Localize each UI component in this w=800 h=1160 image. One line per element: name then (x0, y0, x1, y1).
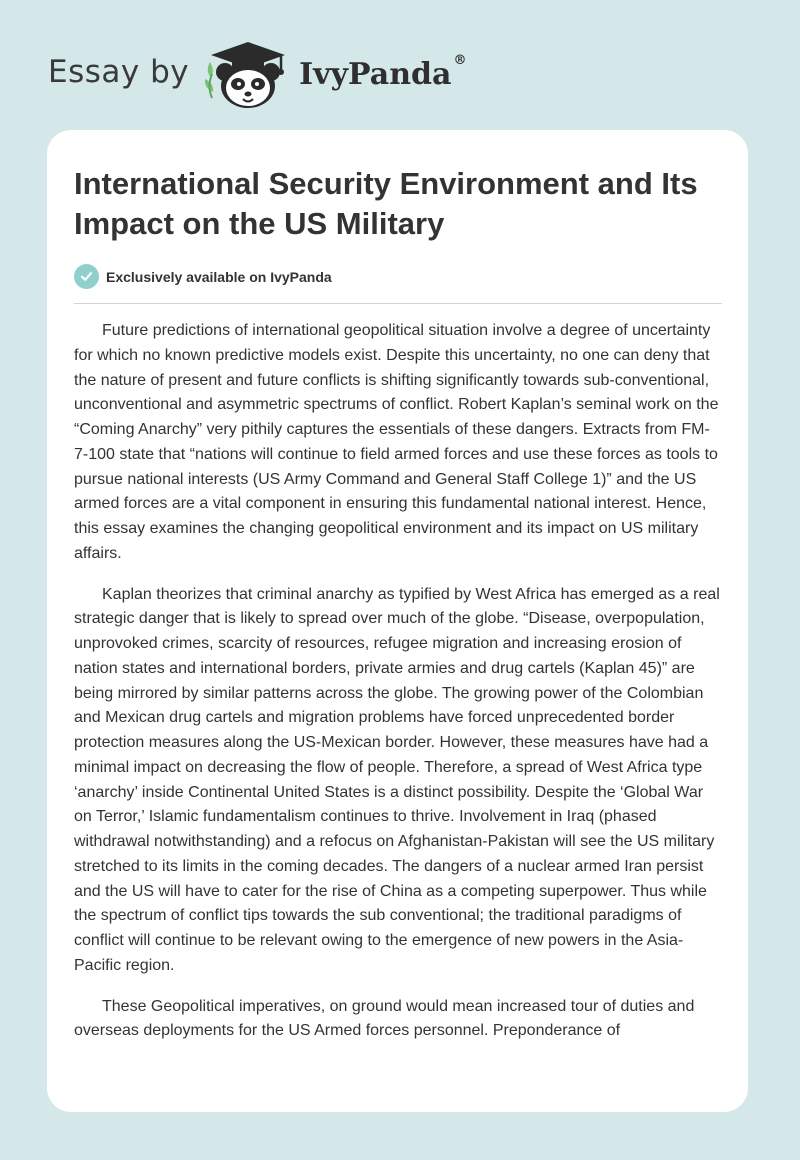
panda-logo-icon[interactable] (201, 34, 293, 110)
paragraph-1: Future predictions of international geopolitical situation involve a degree of uncertainty for which no known predictive models exist. Despite this uncertainty, no one can deny that the nature of present and future conflicts is shifting significantly towards sub-conventional, unconventional and asymmetric spectrums of conflict. Robert Kaplan’s seminal work on the “Coming Anarchy” very pithily captures the essentials of these dangers. Extracts from FM-7-100 state that “nations will continue to field armed forces and use these forces as tools to pursue national interests (US Army Command and General Staff College 1)” and the US armed forces are a vital component in ensuring this fundamental national interest. Hence, this essay examines the changing geopolitical environment and its impact on US military affairs. (74, 322, 719, 562)
exclusive-badge (74, 264, 332, 289)
brand-name[interactable]: IvyPanda ® (299, 52, 467, 92)
paragraph-3: These Geopolitical imperatives, on ground would mean increased tour of duties and overseas deployments for the US Armed forces personnel. Preponderance of (74, 997, 695, 1040)
exclusive-badge-text: Exclusively available on IvyPanda (106, 268, 332, 285)
trademark-symbol: ® (453, 52, 467, 68)
essay-by-label: Essay by (48, 54, 190, 90)
site-header (48, 34, 466, 110)
paragraph-2: Kaplan theorizes that criminal anarchy as typified by West Africa has emerged as a real strategic danger that is likely to spread over much of the globe. “Disease, overpopulation, unprovoked crimes, scarcity of resources, refugee migration and increasing erosion of nation states and international borders, private armies and drug cartels (Kaplan 45)” are being mirrored by similar patterns across the globe. The growing power of the Colombian and Mexican drug cartels and migration problems have forced unprecedented border protection measures along the US-Mexican border. However, these measures have had a minimal impact on decreasing the flow of people. Therefore, a spread of West Africa type ‘anarchy’ inside Continental United States is a distinct possibility. Despite the ‘Global War on Terror,’ Islamic fundamentalism continues to thrive. Involvement in Iraq (phased withdrawal notwithstanding) and a refocus on Afghanistan-Pakistan will see the US military stretched to its limits in the coming decades. The dangers of a nuclear armed Iran persist and the US will have to cater for the rise of China as a competing superpower. Thus while the spectrum of conflict tips towards the sub conventional; the traditional paradigms of conflict will continue to be relevant owing to the emergence of new powers in the Asia-Pacific region. (74, 585, 720, 974)
essay-card (47, 130, 748, 1112)
essay-title: International Security Environment and Its Impact on the US Military (74, 166, 698, 241)
check-circle-icon (74, 264, 99, 289)
title-divider (74, 303, 722, 304)
essay-body (74, 319, 724, 1060)
